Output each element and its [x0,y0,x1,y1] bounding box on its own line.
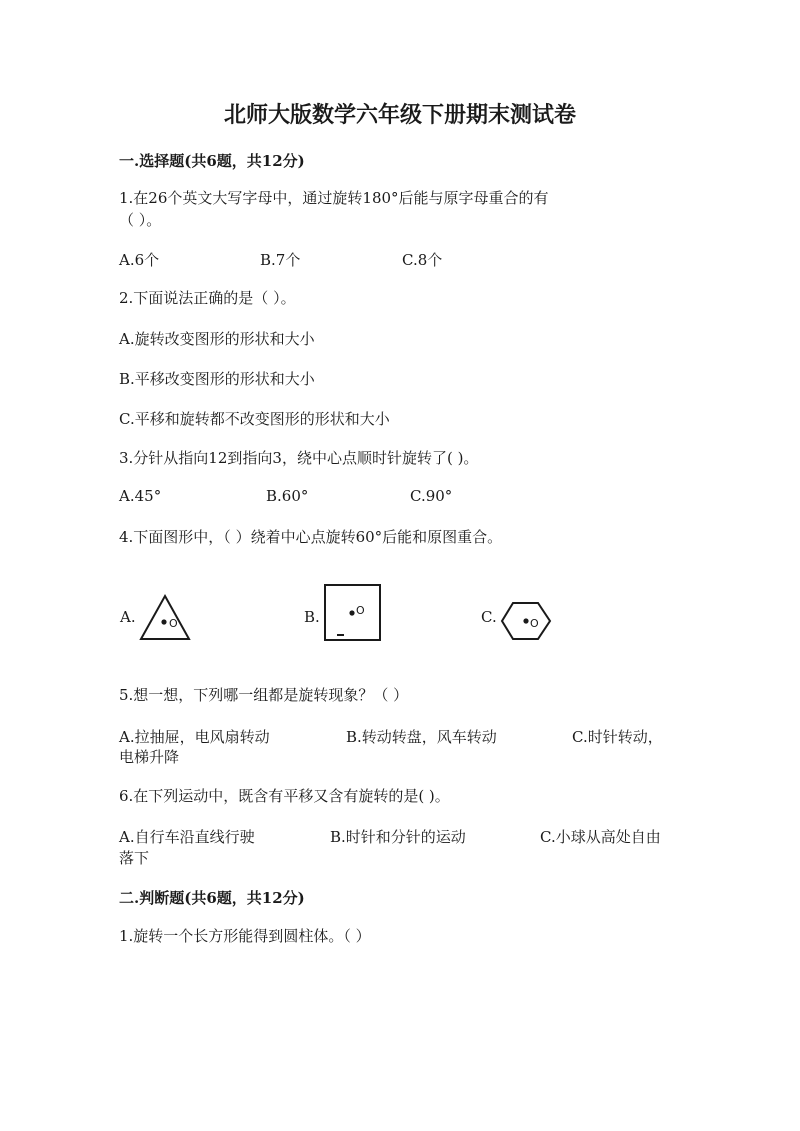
center-label: O [356,604,365,617]
page-title: 北师大版数学六年级下册期末测试卷 [223,102,576,128]
question-6-option-c-line1: C.小球从高处自由 [540,828,661,846]
section-heading-judgment: 二.判断题(共6题，共12分) [119,889,305,907]
judgment-question-1-stem: 1.旋转一个长方形能得到圆柱体。（ ） [119,927,371,945]
question-2-option-c: C.平移和旋转都不改变图形的形状和大小 [119,410,390,428]
question-1-stem-line2: （ ）。 [119,211,162,229]
question-3-option-b: B.60° [266,487,309,505]
center-label: O [169,617,178,630]
question-6-option-b: B.时针和分针的运动 [330,828,466,846]
question-5-stem: 5.想一想，下列哪一组都是旋转现象？（ ） [119,686,409,704]
question-2-stem: 2.下面说法正确的是（ ）。 [119,289,296,307]
question-3-option-c: C.90° [410,487,453,505]
question-5-option-c-line2: 电梯升降 [119,748,180,766]
question-4-option-a-label: A. [120,608,136,626]
square-figure [322,582,384,642]
center-label: O [530,617,539,630]
question-6-stem: 6.在下列运动中，既含有平移又含有旋转的是( )。 [119,787,450,805]
question-2-option-b: B.平移改变图形的形状和大小 [119,370,315,388]
question-1-option-a: A.6个 [119,251,160,269]
question-6-option-a: A.自行车沿直线行驶 [119,828,255,846]
center-dot [523,618,528,623]
question-6-option-c-line2: 落下 [119,849,150,867]
question-3-option-a: A.45° [119,487,162,505]
triangle-figure [138,592,194,642]
question-2-option-a: A.旋转改变图形的形状和大小 [119,330,315,348]
center-dot [161,619,166,624]
question-1-stem-line1: 1.在26个英文大写字母中，通过旋转180°后能与原字母重合的有 [119,189,549,207]
question-1-option-c: C.8个 [402,251,443,269]
question-5-option-a: A.拉抽屉，电风扇转动 [119,728,270,746]
question-3-stem: 3.分针从指向12到指向3，绕中心点顺时针旋转了( )。 [119,449,479,467]
question-4-stem: 4.下面图形中，（ ）绕着中心点旋转60°后能和原图重合。 [119,528,503,546]
question-5-option-b: B.转动转盘，风车转动 [346,728,497,746]
hexagon-figure [500,600,552,644]
center-dot [349,610,354,615]
question-5-option-c-line1: C.时针转动， [572,728,663,746]
question-4-option-c-label: C. [481,608,497,626]
section-heading-choice: 一.选择题(共6题，共12分) [119,152,305,170]
question-1-option-b: B.7个 [260,251,301,269]
question-4-option-b-label: B. [304,608,320,626]
